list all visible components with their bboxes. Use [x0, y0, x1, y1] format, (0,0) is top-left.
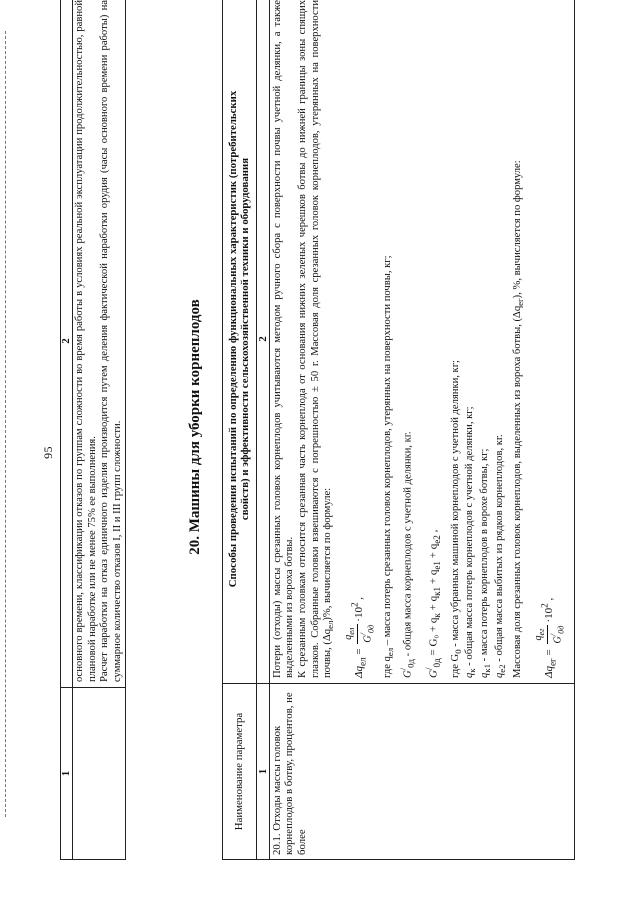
definition-qk: $q_к$ - общая масса потерь корнеплодов с учетной делянки, кг;	[464, 406, 478, 678]
column-number-1: 1	[256, 684, 269, 860]
formula-loss-in-tops: $\Delta q_{ег}$ = $q_{ег}$ $G^/_{0д}$ $\cdot 10^2$ ,	[533, 597, 566, 678]
requirements-table	[222, 0, 575, 860]
top-dashed-rule	[5, 31, 6, 817]
formula-total-mass: $G^/_{0д} = G_0 + q_к + q_{к1} + q_{е1} + q_{е2}$ ,	[424, 529, 442, 678]
continued-table	[60, 0, 126, 860]
continued-paragraph-2: Расчет наработки на отказ единичного изделия производится путем деления фактической наработки орудия (часы основного времени работы) на суммарное количество отказов I, II и III групп сложности.	[99, 0, 123, 682]
section-title: 20. Машины для уборки корнеплодов	[187, 299, 203, 555]
continued-paragraph-1: основного времени, классификации отказов по группам сложности во время работы в условиях реальной эксплуатации продолжительностью, равной плановой наработке или не менее 75% ее выполнения.	[74, 0, 98, 682]
parameter-cell: 20.1. Отходы массы головок корнеплодов в ботву, процентов, не более	[269, 684, 575, 860]
page-number: 95	[41, 446, 55, 459]
formula-loss-on-soil: $\Delta q_{ел}$ = $q_{ел}$ $G^/_{0д}$ $\cdot 10^2$ ,	[342, 596, 376, 678]
definition-q-el: где $q_{ел}$ – масса потерь срезанных головок корнеплодов, утерянных на поверхности почвы, кг;	[382, 255, 396, 678]
definition-qk1: $q_{к1}$ - масса потерь корнеплодов в ворохе ботвы, кг;	[479, 448, 493, 678]
header-parameter-name: Наименование параметра	[223, 684, 257, 860]
definition-g0: где $G_0$ - масса убранных машиной корнеплодов с учетной делянки, кг;	[449, 360, 463, 678]
requirements-number-row	[256, 0, 269, 860]
method-paragraph-3: Массовая доля срезанных головок корнеплодов, выделенных из вороха ботвы, $(\Delta q_{ег})$, %, вычисляется по формуле:	[512, 160, 526, 678]
fraction: $q_{ел}$ $G^/_{0д}$	[342, 624, 376, 643]
continued-table-header-row	[61, 0, 73, 860]
continued-param-cell	[73, 688, 126, 860]
continued-method-cell	[73, 0, 126, 688]
fraction: $q_{ег}$ $G^/_{0д}$	[533, 625, 566, 644]
column-number-2: 2	[256, 0, 269, 684]
table-row	[269, 0, 575, 860]
definition-g0d: $G^/_{0д}$ - общая масса корнеплодов с учетной делянки, кг.	[397, 431, 416, 678]
method-paragraph-2: К срезанным головкам относится срезанная часть корнеплода от основания нижних зеленых черешков ботвы до нижней границы зоны спящих глазков. Собранные головки взвешиваются с погрешностью ± 50 г. Массовая доля срезанных головок корнеплодов, утерянных на поверхности почвы, $(\Delta q_{ел})\%$, вычисляется по формуле:	[297, 0, 336, 678]
requirements-header-row	[223, 0, 257, 860]
continued-table-row	[73, 0, 126, 860]
method-cell	[269, 0, 575, 684]
method-paragraph-1: Потери (отходы) массы срезанных головок корнеплодов учитываются методом ручного сбора с поверхности почвы учетной делянки, а также выделенными из вороха ботвы.	[271, 0, 296, 678]
definition-qe2: $q_{е2}$ - общая масса выбитых из рядков корнеплодов, кг.	[493, 434, 507, 678]
header-test-methods: Способы проведения испытаний по определению функциональных характеристик (потребительских свойств) и эффективности сельскохозяйственной техники и оборудования	[223, 0, 257, 684]
continued-col1-header: 1	[61, 688, 73, 860]
continued-col2-header: 2	[61, 0, 73, 688]
